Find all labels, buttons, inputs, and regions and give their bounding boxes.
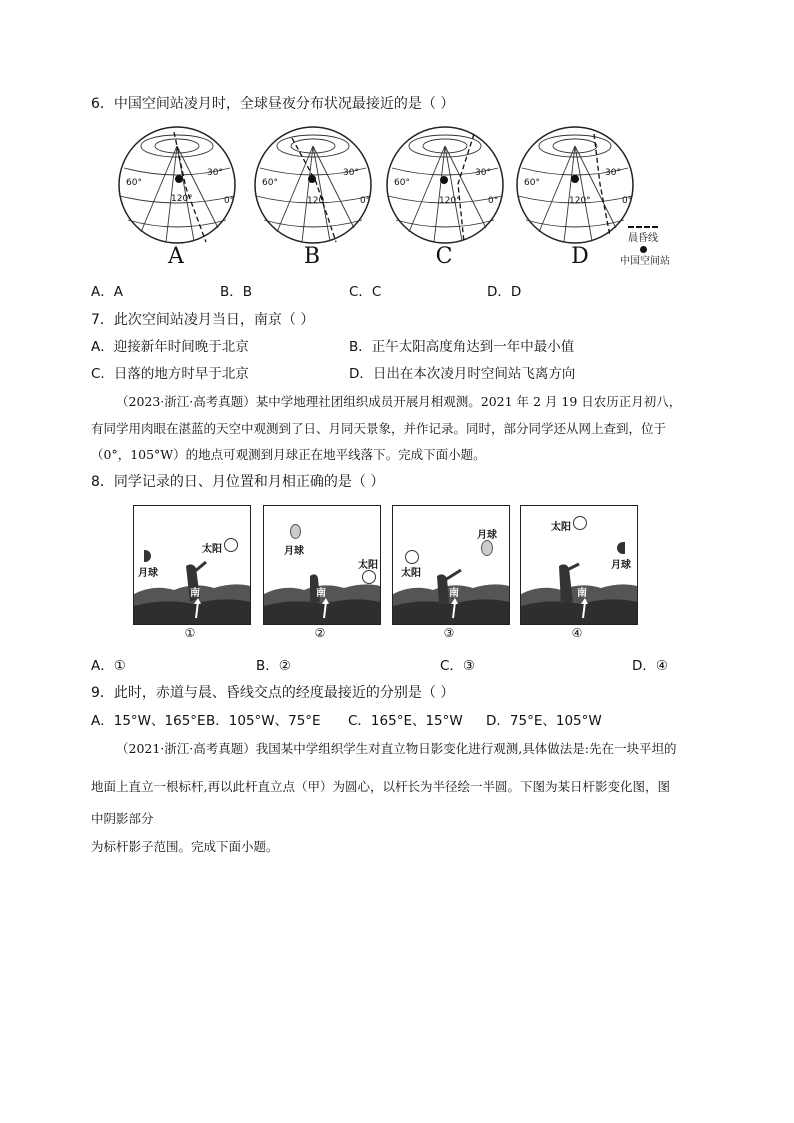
panel-1-south-label: 南 (190, 588, 200, 599)
q7-option-c[interactable]: C．日落的地方时早于北京 (91, 366, 249, 382)
panel-4-south-label: 南 (577, 588, 587, 599)
q7-stem: 7．此次空间站凌月当日，南京（ ） (91, 312, 315, 328)
q8-panel-3 (392, 505, 510, 625)
q8-option-a[interactable]: A．① (91, 658, 126, 674)
globe-a-letter: A (168, 244, 184, 269)
globe-d-lon-equator: 0° (622, 196, 633, 206)
panel-1-sun-icon (224, 538, 238, 552)
q9-option-b[interactable]: B．105°W、75°E (206, 713, 321, 729)
q6-stem: 6．中国空间站凌月时，全球昼夜分布状况最接近的是（ ） (91, 96, 455, 112)
q7-option-d[interactable]: D．日出在本次凌月时空间站飞离方向 (349, 366, 576, 382)
q8-option-b[interactable]: B．② (256, 658, 291, 674)
legend-dashed-line-icon (628, 226, 658, 232)
globe-b (252, 124, 374, 248)
globe-a-lon-right: 30° (207, 168, 223, 178)
q8-panel-2-num: ② (314, 626, 326, 640)
passage2-line-2: 地面上直立一根标杆,再以此杆直立点（甲）为圆心，以杆长为半径绘一半圆。下图为某日杆影变化图，图 (91, 779, 670, 794)
q7-option-b[interactable]: B．正午太阳高度角达到一年中最小值 (349, 339, 575, 355)
panel-2-sun-label: 太阳 (358, 560, 378, 571)
legend-dot-label: 中国空间站 (620, 256, 670, 267)
panel-1-sun-label: 太阳 (202, 544, 222, 555)
passage2-line-3: 中阴影部分 (91, 811, 154, 826)
q7-option-a[interactable]: A．迎接新年时间晚于北京 (91, 339, 249, 355)
panel-2-moon-icon (290, 524, 301, 539)
panel-1-moon-label: 月球 (138, 568, 158, 579)
q8-panel-2 (263, 505, 381, 625)
passage2-line-1: （2021·浙江·高考真题）我国某中学组织学生对直立物日影变化进行观测,具体做法是:先在一块平坦的 (116, 741, 677, 756)
q8-panel-1 (133, 505, 251, 625)
globe-d-lat-label: 60° (524, 178, 540, 188)
globe-b-lon-right: 30° (343, 168, 359, 178)
globe-c (384, 124, 506, 248)
panel-4-moon-icon (617, 542, 625, 554)
panel-3-moon-icon (481, 540, 493, 556)
globe-b-lon-equator: 0° (360, 196, 371, 206)
globe-b-lon-center: 120 (307, 196, 325, 206)
globe-c-lat-label: 60° (394, 178, 410, 188)
panel-4-sun-label: 太阳 (551, 522, 571, 533)
q8-panel-1-num: ① (184, 626, 196, 640)
globe-d-lon-center: 120° (569, 196, 591, 206)
panel-3-south-label: 南 (449, 588, 459, 599)
q9-option-a[interactable]: A．15°W、165°E (91, 713, 206, 729)
panel-3-sun-label: 太阳 (401, 568, 421, 579)
panel-3-moon-label: 月球 (477, 530, 497, 541)
q9-option-d[interactable]: D．75°E、105°W (486, 713, 602, 729)
q8-panel-3-num: ③ (443, 626, 455, 640)
globe-c-letter: C (435, 244, 453, 269)
panel-2-moon-label: 月球 (284, 546, 304, 557)
passage1-line-2: 有同学用肉眼在湛蓝的天空中观测到了日、月同天景象，并作记录。同时，部分同学还从网上查到，位于 (91, 421, 667, 436)
globe-d (514, 124, 636, 248)
q8-stem: 8．同学记录的日、月位置和月相正确的是（ ） (91, 474, 385, 490)
passage1-line-3: （0°，105°W）的地点可观测到月球正在地平线落下。完成下面小题。 (91, 447, 486, 462)
q9-option-c[interactable]: C．165°E、15°W (348, 713, 463, 729)
panel-4-sun-icon (573, 516, 587, 530)
q8-panel-4-num: ④ (571, 626, 583, 640)
passage2-line-4: 为标杆影子范围。完成下面小题。 (91, 839, 279, 854)
legend-line-label: 晨昏线 (628, 233, 658, 244)
legend-dot-icon (640, 246, 647, 253)
globe-a-lat-label: 60° (126, 178, 142, 188)
panel-2-sun-icon (362, 570, 376, 584)
q6-option-b[interactable]: B．B (220, 284, 253, 300)
globe-c-lon-center: 120° (439, 196, 461, 206)
panel-3-sun-icon (405, 550, 419, 564)
panel-4-moon-label: 月球 (611, 560, 631, 571)
globe-d-lon-right: 30° (605, 168, 621, 178)
panel-2-south-label: 南 (316, 588, 326, 599)
passage1-line-1: （2023·浙江·高考真题）某中学地理社团组织成员开展月相观测。2021 年 2 月 19 日农历正月初八， (116, 394, 682, 409)
q6-option-a[interactable]: A．A (91, 284, 123, 300)
q9-stem: 9．此时，赤道与晨、昏线交点的经度最接近的分别是（ ） (91, 685, 455, 701)
q6-option-d[interactable]: D．D (487, 284, 522, 300)
globe-c-lon-equator: 0° (488, 196, 499, 206)
q8-panel-4 (520, 505, 638, 625)
globe-a-lon-equator: 0° (224, 196, 235, 206)
globe-a-lon-center: 120° (171, 194, 193, 204)
globe-b-letter: B (303, 244, 321, 269)
globe-a (116, 124, 238, 248)
q8-option-c[interactable]: C．③ (440, 658, 476, 674)
globe-d-letter: D (571, 244, 589, 269)
globe-c-lon-right: 30° (475, 168, 491, 178)
q8-option-d[interactable]: D．④ (632, 658, 668, 674)
q6-option-c[interactable]: C．C (349, 284, 382, 300)
globe-b-lat-label: 60° (262, 178, 278, 188)
